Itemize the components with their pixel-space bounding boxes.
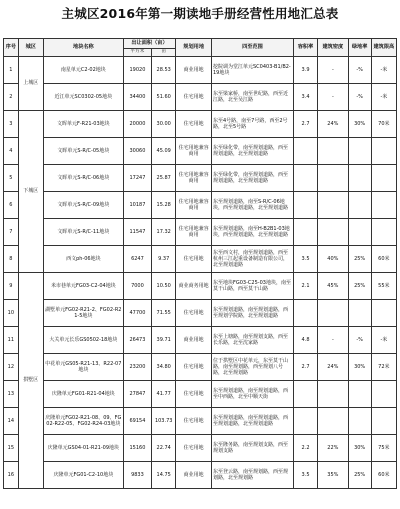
- cell-sqm: 9833: [123, 462, 151, 489]
- cell-bounds: 东至规划道路，南至规划道路，西至规划学院路，北至规划道路: [212, 300, 294, 327]
- cell-density: [318, 192, 348, 219]
- district-cell: 上城区: [18, 57, 43, 111]
- cell-height: [371, 138, 396, 165]
- table-row: [4, 192, 397, 219]
- cell-use: 住宅用地兼容商用: [176, 219, 212, 246]
- cell-mu: 45.09: [152, 138, 176, 165]
- cell-density: [318, 300, 348, 327]
- cell-density: 24%: [318, 111, 348, 138]
- cell-far: [293, 138, 317, 165]
- cell-density: [318, 165, 348, 192]
- cell-density: -: [318, 84, 348, 111]
- cell-bounds: 东至上塘路，南至规划支路，西至长乐路，北至沈家路: [212, 327, 294, 354]
- cell-height: 70米: [371, 111, 396, 138]
- cell-sqm: 19020: [123, 57, 151, 84]
- header-height: 建筑限高: [371, 39, 396, 57]
- cell-bounds: 东至规划道路，南至规划道路，西至中西路，北至中顺天街: [212, 381, 294, 408]
- cell-mu: 51.60: [152, 84, 176, 111]
- cell-density: 45%: [318, 273, 348, 300]
- cell-sqm: 6247: [123, 246, 151, 273]
- cell-mu: 17.32: [152, 219, 176, 246]
- header-district: 城区: [18, 39, 43, 57]
- cell-seq: 2: [4, 84, 19, 111]
- table-row: [4, 246, 397, 273]
- cell-green: 25%: [348, 462, 371, 489]
- cell-seq: 8: [4, 246, 19, 273]
- table-row: [4, 300, 397, 327]
- cell-bounds: 东至隆务路，南至规划支路，西至规划支路: [212, 435, 294, 462]
- header-area: 出让面积（亩）: [123, 39, 176, 49]
- cell-seq: 9: [4, 273, 19, 300]
- cell-seq: 15: [4, 435, 19, 462]
- cell-seq: 4: [4, 138, 19, 165]
- cell-far: 2.2: [293, 435, 317, 462]
- cell-height: 75米: [371, 435, 396, 462]
- cell-bounds: 东至绿化带，南至规划道路，西至规划道路，北至规划道路: [212, 138, 294, 165]
- cell-green: -%: [348, 57, 371, 84]
- cell-bounds: 东至规划道路，南至规划道路，西至规划道路，北至规划道路: [212, 408, 294, 435]
- cell-density: 40%: [318, 246, 348, 273]
- cell-green: [348, 138, 371, 165]
- cell-green: 30%: [348, 354, 371, 381]
- cell-bounds: 东至地块FG03-C25-03地块，南至莫干山路，西至莫干山路: [212, 273, 294, 300]
- cell-use: 住宅用地: [176, 435, 212, 462]
- cell-density: -: [318, 57, 348, 84]
- cell-use: 住宅用地兼容商用: [176, 192, 212, 219]
- cell-seq: 12: [4, 354, 19, 381]
- cell-use: 住宅用地: [176, 381, 212, 408]
- cell-sqm: 17247: [123, 165, 151, 192]
- cell-parcel: 近江单元SC0302-05地块: [43, 84, 123, 111]
- cell-green: 25%: [348, 246, 371, 273]
- cell-far: [293, 192, 317, 219]
- cell-green: [348, 408, 371, 435]
- cell-height: [371, 408, 396, 435]
- cell-far: 2.7: [293, 111, 317, 138]
- cell-bounds: 东至登云路，南至规划路，西至规划路，北至规划路: [212, 462, 294, 489]
- cell-use: 住宅用地: [176, 300, 212, 327]
- cell-green: [348, 192, 371, 219]
- cell-seq: 13: [4, 381, 19, 408]
- cell-green: 25%: [348, 273, 371, 300]
- cell-bounds: 东至绿化带，南至规划道路，西至规划道路，北至规划道路: [212, 165, 294, 192]
- table-row: [4, 435, 397, 462]
- cell-green: -%: [348, 327, 371, 354]
- cell-sqm: 10187: [123, 192, 151, 219]
- header-density: 建筑密度: [318, 39, 348, 57]
- cell-height: -米: [371, 327, 396, 354]
- cell-parcel: 庆隆单元FG01-C2-10地块: [43, 462, 123, 489]
- table-row: [4, 57, 397, 84]
- cell-seq: 7: [4, 219, 19, 246]
- document-title: 主城区2016年第一期读地手册经营性用地汇总表: [61, 6, 339, 21]
- cell-use: 商业用地: [176, 462, 212, 489]
- table-row: [4, 219, 397, 246]
- cell-far: 3.5: [293, 246, 317, 273]
- cell-parcel: 庆隆单元GS04-01-R21-09地块: [43, 435, 123, 462]
- cell-density: [318, 408, 348, 435]
- cell-far: [293, 219, 317, 246]
- cell-height: [371, 300, 396, 327]
- cell-mu: 39.71: [152, 327, 176, 354]
- cell-sqm: 27847: [123, 381, 151, 408]
- cell-height: 55米: [371, 273, 396, 300]
- cell-parcel: 文晖单元S-R/C-09地块: [43, 192, 123, 219]
- district-cell: 拱墅区: [18, 273, 43, 489]
- cell-mu: 71.55: [152, 300, 176, 327]
- cell-seq: 14: [4, 408, 19, 435]
- cell-far: [293, 408, 317, 435]
- table-row: [4, 273, 397, 300]
- cell-density: [318, 138, 348, 165]
- cell-far: [293, 165, 317, 192]
- cell-parcel: 大关单元长乐GS0502-18地块: [43, 327, 123, 354]
- cell-parcel: 庆隆单元FG01-R21-04地块: [43, 381, 123, 408]
- cell-parcel: 庆隆单元FG02-R21-08、09、FG02-R22-05、FG02-R24-03地块: [43, 408, 123, 435]
- cell-bounds: 东至西文村，南至规划道路，西至杭州三江起重设备制造有限公司，北至规划道路: [212, 246, 294, 273]
- cell-mu: 34.80: [152, 354, 176, 381]
- cell-mu: 30.00: [152, 111, 176, 138]
- cell-density: [318, 381, 348, 408]
- cell-density: [318, 219, 348, 246]
- cell-height: -米: [371, 57, 396, 84]
- land-summary-table: [3, 38, 397, 489]
- cell-sqm: 30060: [123, 138, 151, 165]
- cell-mu: 9.37: [152, 246, 176, 273]
- cell-mu: 15.28: [152, 192, 176, 219]
- cell-bounds: 东至梁家桥，南至世纪路，西至近江路，北至吴江路: [212, 84, 294, 111]
- cell-use: 住宅用地: [176, 246, 212, 273]
- cell-use: 住宅用地兼容商用: [176, 138, 212, 165]
- table-row: [4, 165, 397, 192]
- cell-sqm: 47700: [123, 300, 151, 327]
- cell-green: 30%: [348, 111, 371, 138]
- cell-seq: 3: [4, 111, 19, 138]
- header-use: 规划用地: [176, 39, 212, 57]
- cell-mu: 103.73: [152, 408, 176, 435]
- cell-height: [371, 381, 396, 408]
- cell-bounds: 东至4号路，南至7号路，西至2号路，北至5号路: [212, 111, 294, 138]
- cell-far: 4.8: [293, 327, 317, 354]
- cell-height: [371, 192, 396, 219]
- cell-density: 24%: [318, 354, 348, 381]
- cell-use: 商业商务用地: [176, 273, 212, 300]
- table-row: [4, 381, 397, 408]
- table-row: [4, 354, 397, 381]
- header-bounds: 四至范围: [212, 39, 294, 57]
- cell-far: 2.7: [293, 354, 317, 381]
- cell-seq: 1: [4, 57, 19, 84]
- cell-parcel: 文晖单元F-R21-03地块: [43, 111, 123, 138]
- cell-use: 商业用地: [176, 327, 212, 354]
- cell-sqm: 20000: [123, 111, 151, 138]
- header-green: 绿地率: [348, 39, 371, 57]
- cell-mu: 22.74: [152, 435, 176, 462]
- cell-density: 22%: [318, 435, 348, 462]
- cell-height: [371, 219, 396, 246]
- cell-use: 住宅用地: [176, 354, 212, 381]
- header-seq: 序号: [4, 39, 19, 57]
- cell-mu: 25.87: [152, 165, 176, 192]
- cell-green: -%: [348, 84, 371, 111]
- cell-parcel: 文晖单元S-R/C-05地块: [43, 138, 123, 165]
- table-row: [4, 408, 397, 435]
- cell-use: 住宅用地兼容商用: [176, 165, 212, 192]
- district-cell: 下城区: [18, 111, 43, 273]
- cell-seq: 10: [4, 300, 19, 327]
- cell-green: 30%: [348, 435, 371, 462]
- cell-sqm: 34400: [123, 84, 151, 111]
- cell-seq: 6: [4, 192, 19, 219]
- cell-density: 35%: [318, 462, 348, 489]
- cell-parcel: 文晖单元S-R/C-11地块: [43, 219, 123, 246]
- cell-sqm: 69154: [123, 408, 151, 435]
- cell-height: 72米: [371, 354, 396, 381]
- cell-use: 住宅用地: [176, 408, 212, 435]
- cell-seq: 11: [4, 327, 19, 354]
- cell-green: [348, 300, 371, 327]
- table-row: [4, 138, 397, 165]
- cell-mu: 14.75: [152, 462, 176, 489]
- cell-parcel: 湖墅单元FG02-R21-2、FG02-R21-5地块: [43, 300, 123, 327]
- cell-sqm: 15160: [123, 435, 151, 462]
- cell-mu: 10.50: [152, 273, 176, 300]
- cell-parcel: 南星单元C2-02地块: [43, 57, 123, 84]
- cell-mu: 41.77: [152, 381, 176, 408]
- cell-mu: 28.53: [152, 57, 176, 84]
- cell-far: [293, 381, 317, 408]
- header-area-sqm: 平方米: [123, 49, 151, 57]
- header-area-mu: 亩: [152, 49, 176, 57]
- table-row: [4, 327, 397, 354]
- cell-far: 2.1: [293, 273, 317, 300]
- cell-far: 3.4: [293, 84, 317, 111]
- cell-parcel: 米市巷单元FG03-C2-04地块: [43, 273, 123, 300]
- cell-seq: 5: [4, 165, 19, 192]
- cell-height: -米: [371, 84, 396, 111]
- cell-density: -: [318, 327, 348, 354]
- cell-seq: 16: [4, 462, 19, 489]
- cell-height: 60米: [371, 246, 396, 273]
- header-parcel: 地块名称: [43, 39, 123, 57]
- cell-height: 60米: [371, 462, 396, 489]
- cell-bounds: 位于拱墅区中花单元，东至莫干山路，南至规划路，西至规划八号路，北至规划路: [212, 354, 294, 381]
- cell-bounds: 东至规划道路，南至H-B2B1-03地块，西至规划道路，北至规划道路: [212, 219, 294, 246]
- cell-far: 3.9: [293, 57, 317, 84]
- cell-parcel: 西文ph-06地块: [43, 246, 123, 273]
- cell-sqm: 11547: [123, 219, 151, 246]
- cell-use: 住宅用地: [176, 84, 212, 111]
- cell-sqm: 7000: [123, 273, 151, 300]
- table-row: [4, 462, 397, 489]
- header-far: 容积率: [293, 39, 317, 57]
- cell-far: [293, 300, 317, 327]
- cell-green: [348, 165, 371, 192]
- cell-use: 住宅用地: [176, 111, 212, 138]
- cell-green: [348, 381, 371, 408]
- cell-sqm: 23200: [123, 354, 151, 381]
- cell-bounds: 挖院调为堂江单元SC0403-B1/B2-19地块: [212, 57, 294, 84]
- cell-bounds: 东至规划道路，南至S-R/C-06地块，西至规划道路，北至规划道路: [212, 192, 294, 219]
- cell-parcel: 中花单元GS05-R21-13、R22-07地块: [43, 354, 123, 381]
- table-row: [4, 84, 397, 111]
- cell-height: [371, 165, 396, 192]
- cell-parcel: 文晖单元S-R/C-06地块: [43, 165, 123, 192]
- cell-use: 商业用地: [176, 57, 212, 84]
- table-row: [4, 111, 397, 138]
- cell-sqm: 26473: [123, 327, 151, 354]
- cell-far: 3.5: [293, 462, 317, 489]
- header-row: [4, 39, 397, 49]
- cell-green: [348, 219, 371, 246]
